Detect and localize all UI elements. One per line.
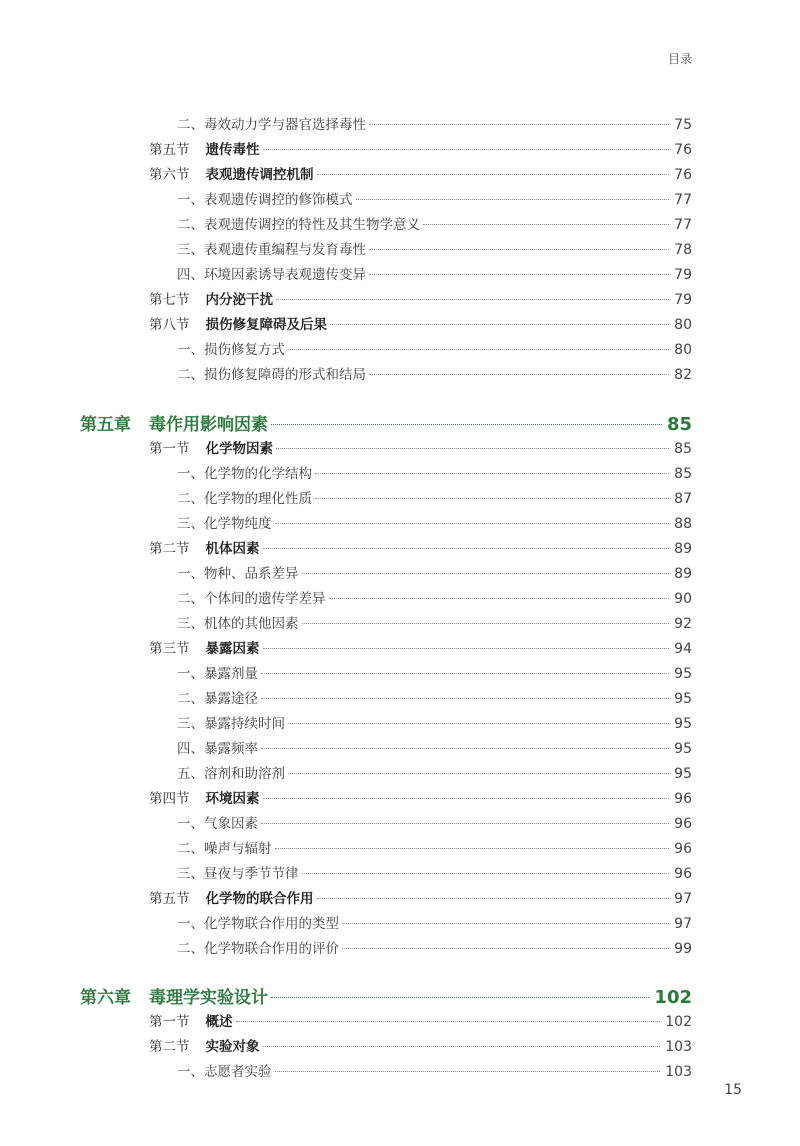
toc-page-number: 87 bbox=[674, 491, 692, 507]
running-header-title: 目录 bbox=[667, 52, 692, 66]
toc-entry-title: 三、暴露持续时间 bbox=[177, 716, 285, 732]
toc-entry-heading bbox=[149, 537, 260, 557]
toc-entry-title: 二、表观遗传调控的特性及其生物学意义 bbox=[177, 217, 420, 233]
toc-section-entry[interactable] bbox=[149, 437, 692, 457]
toc-entry-heading bbox=[149, 163, 314, 183]
dot-leader bbox=[288, 349, 669, 350]
toc-page-number: 96 bbox=[674, 816, 692, 832]
toc-page-number: 85 bbox=[666, 414, 692, 435]
dot-leader bbox=[263, 798, 670, 799]
dot-leader bbox=[236, 1021, 661, 1022]
section-title: 环境因素 bbox=[205, 791, 260, 807]
dot-leader bbox=[302, 573, 670, 574]
dot-leader bbox=[271, 424, 662, 425]
toc-item-entry[interactable] bbox=[177, 263, 692, 283]
toc-page-number: 82 bbox=[674, 367, 692, 383]
toc-entry-title: 二、毒效动力学与器官选择毒性 bbox=[177, 117, 366, 133]
toc-page-number: 99 bbox=[674, 941, 692, 957]
dot-leader bbox=[263, 1046, 661, 1047]
toc-entry-title: 一、化学物的化学结构 bbox=[177, 466, 312, 482]
toc-page-number: 78 bbox=[674, 242, 692, 258]
toc-item-entry[interactable] bbox=[177, 1060, 692, 1080]
toc-entry-heading bbox=[149, 887, 314, 907]
toc-item-entry[interactable] bbox=[177, 188, 692, 208]
toc-entry-title: 二、化学物的理化性质 bbox=[177, 491, 312, 507]
toc-page-number: 92 bbox=[674, 616, 692, 632]
toc-entry-title: 一、气象因素 bbox=[177, 816, 258, 832]
toc-item-entry[interactable] bbox=[177, 812, 692, 832]
section-label: 第二节 bbox=[149, 1039, 190, 1055]
dot-leader bbox=[315, 498, 669, 499]
section-label: 第七节 bbox=[149, 292, 190, 308]
toc-page-number: 80 bbox=[674, 342, 692, 358]
section-label: 第一节 bbox=[149, 1014, 190, 1030]
section-title: 内分泌干扰 bbox=[205, 292, 273, 308]
dot-leader bbox=[276, 448, 669, 449]
dot-leader bbox=[369, 374, 669, 375]
dot-leader bbox=[329, 598, 670, 599]
dot-leader bbox=[275, 848, 670, 849]
dot-leader bbox=[263, 648, 670, 649]
toc-entry-title: 一、暴露剂量 bbox=[177, 666, 258, 682]
toc-entry-title: 五、溶剂和助溶剂 bbox=[177, 766, 285, 782]
toc-item-entry[interactable] bbox=[177, 912, 692, 932]
toc-page-number: 102 bbox=[654, 987, 692, 1008]
dot-leader bbox=[276, 299, 669, 300]
dot-leader bbox=[317, 898, 670, 899]
toc-page-number: 88 bbox=[674, 516, 692, 532]
toc-entry-title: 一、志愿者实验 bbox=[177, 1064, 272, 1080]
toc-section-entry[interactable] bbox=[149, 313, 692, 333]
dot-leader bbox=[263, 149, 670, 150]
toc-entry-heading bbox=[149, 787, 260, 807]
toc-entry-title: 二、化学物联合作用的评价 bbox=[177, 941, 339, 957]
dot-leader bbox=[261, 673, 669, 674]
toc-item-entry[interactable] bbox=[177, 238, 692, 258]
dot-leader bbox=[342, 923, 669, 924]
dot-leader bbox=[261, 698, 669, 699]
toc-item-entry[interactable] bbox=[177, 612, 692, 632]
toc-page-number: 85 bbox=[674, 441, 692, 457]
toc-page-number: 77 bbox=[674, 192, 692, 208]
toc-page-number: 95 bbox=[674, 716, 692, 732]
toc-item-entry[interactable] bbox=[177, 712, 692, 732]
toc-section-entry[interactable] bbox=[149, 787, 692, 807]
toc-page-number: 77 bbox=[674, 217, 692, 233]
chapter-label: 第五章 bbox=[80, 415, 131, 435]
toc-entry-heading bbox=[149, 1010, 233, 1030]
section-title: 概述 bbox=[205, 1014, 233, 1030]
toc-entry-heading bbox=[149, 637, 260, 657]
toc-page-number: 75 bbox=[674, 117, 692, 133]
toc-page-number: 95 bbox=[674, 741, 692, 757]
toc-page-number: 76 bbox=[674, 167, 692, 183]
toc-section-entry[interactable] bbox=[149, 1010, 692, 1030]
toc-entry-title: 二、损伤修复障碍的形式和结局 bbox=[177, 367, 366, 383]
dot-leader bbox=[261, 748, 669, 749]
toc-entry-title: 二、暴露途径 bbox=[177, 691, 258, 707]
toc-section-entry[interactable] bbox=[149, 163, 692, 183]
toc-entry-title: 三、表观遗传重编程与发育毒性 bbox=[177, 242, 366, 258]
section-label: 第四节 bbox=[149, 791, 190, 807]
toc-item-entry[interactable] bbox=[177, 113, 692, 133]
toc-entry-title: 一、损伤修复方式 bbox=[177, 342, 285, 358]
toc-page-number: 97 bbox=[674, 891, 692, 907]
toc-page-number: 79 bbox=[674, 267, 692, 283]
toc-entry-heading bbox=[80, 983, 268, 1008]
toc-item-entry[interactable] bbox=[177, 363, 692, 383]
section-label: 第三节 bbox=[149, 641, 190, 657]
dot-leader bbox=[369, 249, 669, 250]
toc-section-entry[interactable] bbox=[149, 887, 692, 907]
toc-page-number: 96 bbox=[674, 791, 692, 807]
toc-page-number: 97 bbox=[674, 916, 692, 932]
dot-leader bbox=[275, 523, 670, 524]
toc-section-entry[interactable] bbox=[149, 1035, 692, 1055]
section-title: 机体因素 bbox=[205, 541, 260, 557]
toc-item-entry[interactable] bbox=[177, 462, 692, 482]
toc-page-number: 85 bbox=[674, 466, 692, 482]
dot-leader bbox=[356, 199, 670, 200]
dot-leader bbox=[288, 723, 669, 724]
toc-entry-title: 二、个体间的遗传学差异 bbox=[177, 591, 326, 607]
toc-page-number: 96 bbox=[674, 866, 692, 882]
toc-section-entry[interactable] bbox=[149, 288, 692, 308]
toc-chapter-entry[interactable] bbox=[80, 410, 692, 435]
toc-entry-title: 三、昼夜与季节节律 bbox=[177, 866, 299, 882]
toc-section-entry[interactable] bbox=[149, 138, 692, 158]
toc-entry-heading bbox=[149, 1035, 260, 1055]
chapter-label: 第六章 bbox=[80, 988, 131, 1008]
toc-entry-heading bbox=[149, 313, 327, 333]
section-label: 第二节 bbox=[149, 541, 190, 557]
toc-entry-heading bbox=[80, 410, 268, 435]
section-title: 实验对象 bbox=[205, 1039, 260, 1055]
chapter-title: 毒理学实验设计 bbox=[149, 988, 268, 1008]
dot-leader bbox=[271, 997, 649, 998]
toc-page-number: 90 bbox=[674, 591, 692, 607]
section-label: 第一节 bbox=[149, 441, 190, 457]
dot-leader bbox=[369, 124, 669, 125]
toc-entry-title: 一、物种、品系差异 bbox=[177, 566, 299, 582]
toc-page-number: 80 bbox=[674, 317, 692, 333]
toc-item-entry[interactable] bbox=[177, 937, 692, 957]
toc-item-entry[interactable] bbox=[177, 737, 692, 757]
toc-item-entry[interactable] bbox=[177, 487, 692, 507]
toc-page-number: 103 bbox=[665, 1064, 692, 1080]
toc-entry-title: 四、环境因素诱导表观遗传变异 bbox=[177, 267, 366, 283]
dot-leader bbox=[261, 823, 669, 824]
toc-item-entry[interactable] bbox=[177, 213, 692, 233]
dot-leader bbox=[330, 324, 669, 325]
section-title: 化学物因素 bbox=[205, 441, 273, 457]
dot-leader bbox=[317, 174, 670, 175]
toc-page-number: 95 bbox=[674, 766, 692, 782]
section-title: 化学物的联合作用 bbox=[205, 891, 314, 907]
section-title: 暴露因素 bbox=[205, 641, 260, 657]
page-number: 15 bbox=[724, 1082, 742, 1098]
toc-entry-title: 一、化学物联合作用的类型 bbox=[177, 916, 339, 932]
toc-page-number: 95 bbox=[674, 666, 692, 682]
dot-leader bbox=[275, 1071, 661, 1072]
toc-entry-title: 四、暴露频率 bbox=[177, 741, 258, 757]
dot-leader bbox=[315, 473, 669, 474]
section-label: 第五节 bbox=[149, 891, 190, 907]
section-title: 损伤修复障碍及后果 bbox=[205, 317, 327, 333]
toc-item-entry[interactable] bbox=[177, 562, 692, 582]
chapter-title: 毒作用影响因素 bbox=[149, 415, 268, 435]
toc-page-number: 96 bbox=[674, 841, 692, 857]
dot-leader bbox=[369, 274, 669, 275]
toc-item-entry[interactable] bbox=[177, 338, 692, 358]
section-label: 第八节 bbox=[149, 317, 190, 333]
toc-entry-title: 二、噪声与辐射 bbox=[177, 841, 272, 857]
section-title: 表观遗传调控机制 bbox=[205, 167, 314, 183]
toc-page-number: 102 bbox=[665, 1014, 692, 1030]
dot-leader bbox=[288, 773, 669, 774]
section-label: 第五节 bbox=[149, 142, 190, 158]
toc-item-entry[interactable] bbox=[177, 512, 692, 532]
toc-entry-heading bbox=[149, 138, 260, 158]
toc-page-number: 89 bbox=[674, 541, 692, 557]
toc-item-entry[interactable] bbox=[177, 862, 692, 882]
toc-item-entry[interactable] bbox=[177, 662, 692, 682]
dot-leader bbox=[342, 948, 669, 949]
dot-leader bbox=[423, 224, 669, 225]
toc-entry-heading bbox=[149, 288, 273, 308]
toc-item-entry[interactable] bbox=[177, 837, 692, 857]
toc-entry-title: 一、表观遗传调控的修饰模式 bbox=[177, 192, 353, 208]
toc-page-number: 79 bbox=[674, 292, 692, 308]
toc-page-number: 95 bbox=[674, 691, 692, 707]
dot-leader bbox=[302, 623, 670, 624]
toc-section-entry[interactable] bbox=[149, 537, 692, 557]
toc-entry-title: 三、化学物纯度 bbox=[177, 516, 272, 532]
dot-leader bbox=[263, 548, 670, 549]
toc-entry-heading bbox=[149, 437, 273, 457]
toc-page-number: 76 bbox=[674, 142, 692, 158]
toc-section-entry[interactable] bbox=[149, 637, 692, 657]
section-label: 第六节 bbox=[149, 167, 190, 183]
toc-item-entry[interactable] bbox=[177, 587, 692, 607]
toc-item-entry[interactable] bbox=[177, 687, 692, 707]
toc-page-number: 89 bbox=[674, 566, 692, 582]
toc-chapter-entry[interactable] bbox=[80, 983, 692, 1008]
section-title: 遗传毒性 bbox=[205, 142, 260, 158]
toc-page-number: 94 bbox=[674, 641, 692, 657]
toc-page-number: 103 bbox=[665, 1039, 692, 1055]
dot-leader bbox=[302, 873, 670, 874]
toc-item-entry[interactable] bbox=[177, 762, 692, 782]
toc-entry-title: 三、机体的其他因素 bbox=[177, 616, 299, 632]
